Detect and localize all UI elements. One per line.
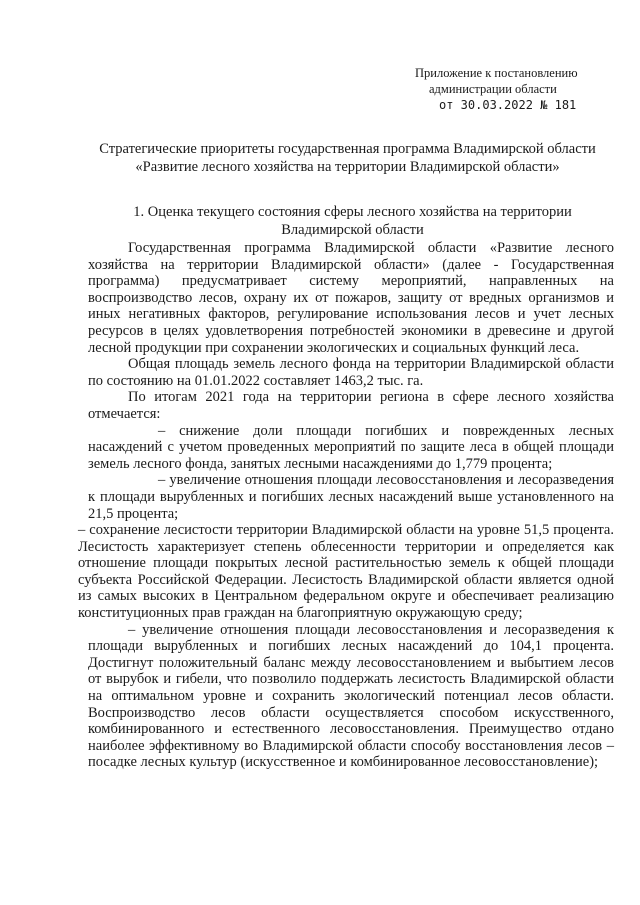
- paragraph-area: Общая площадь земель лесного фонда на территории Владимирской области по состоянию на 01.01.2022 составляет 1463,2 тыс. га.: [88, 356, 614, 389]
- document-title: [80, 140, 615, 176]
- section-heading: 1. Оценка текущего состояния сферы лесного хозяйства на территории Владимирской области: [133, 204, 572, 238]
- appendix-line-1: Приложение к постановлению: [415, 66, 578, 80]
- list-item-reforestation-increase: – увеличение отношения площади лесовосстановления и лесоразведения к площади вырубленных и погибших лесных насаждений до 104,1 процента. Достигнут положительный баланс между лесовосстановлением и выбытием лесов от вырубок и гибели, что позволило поддержать лесистость Владимирской области на оптимальном уровне и сохранить экологический потенциал лесов области. Воспроизводство лесов области осуществляется способом искусственного, комбинированного и естественного лесовосстановления. Преимущество отдано наиболее эффективному во Владимирской области способу восстановления лесов – посадке лесных культур (искусственное и комбинированное лесовосстановление);: [88, 621, 614, 771]
- list-item-damaged-share: – снижение доли площади погибших и поврежденных лесных насаждений с учетом проведенных мероприятий по защите леса в общей площади земель лесного фонда, занятых лесными насаждениями до 1,779 процента;: [88, 422, 614, 472]
- title-line-1: Стратегические приоритеты государственная программа Владимирской области: [99, 141, 596, 157]
- list-item-reforestation-ratio: – увеличение отношения площади лесовосстановления и лесоразведения к площади вырубленных и погибших лесных насаждений выше установленного на 21,5 процента;: [88, 472, 614, 522]
- list-item-forest-cover: – сохранение лесистости территории Владимирской области на уровне 51,5 процента. Лесистость характеризует степень облесенности территории и определяется как отношение площади покрытых лесной растительностью земель к общей площади субъекта Российской Федерации. Лесистость Владимирской области является одной из самых высоких в Центральном федеральном округе и обеспечивает реализацию конституционных прав граждан на благоприятную окружающую среду;: [78, 522, 614, 622]
- paragraph-results-intro: По итогам 2021 года на территории региона в сфере лесного хозяйства отмечается:: [88, 389, 614, 422]
- title-line-2: «Развитие лесного хозяйства на территории Владимирской области»: [135, 159, 560, 175]
- appendix-note: [415, 65, 605, 113]
- document-body: [78, 240, 614, 771]
- appendix-line-3: от 30.03.2022 № 181: [439, 98, 577, 112]
- appendix-line-2: администрации области: [429, 82, 557, 96]
- paragraph-intro: Государственная программа Владимирской области «Развитие лесного хозяйства на территории Владимирской области» (далее - Государственная программа) предусматривает систему мероприятий, направленных на воспроизводство лесов, охрану их от пожаров, защиту от вредных организмов и иных негативных факторов, регулирование использования лесов и учет лесных ресурсов в целях удовлетворения потребностей экономики в древесине и другой лесной продукции при сохранении экологических и социальных функций леса.: [88, 240, 614, 356]
